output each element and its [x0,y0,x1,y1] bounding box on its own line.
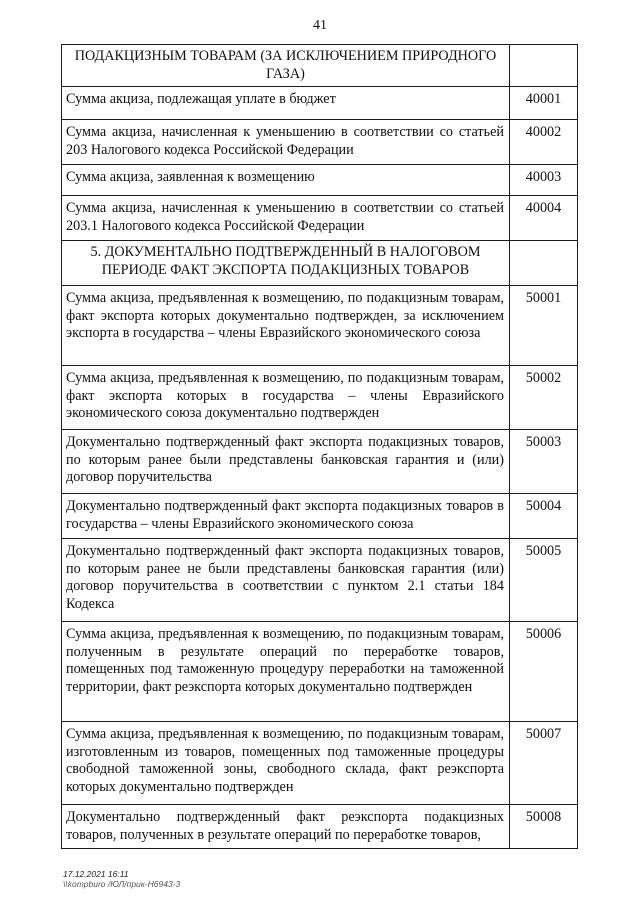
row-code: 40003 [510,165,578,196]
row-code: 50003 [510,430,578,494]
footer-stamp [63,869,180,889]
table-row [62,87,578,120]
row-description: Сумма акциза, заявленная к возмещению [62,165,510,196]
page-number: 41 [313,18,327,33]
row-description: Сумма акциза, предъявленная к возмещению, по подакцизным товарам, изготовленным из товаров, помещенных под таможенные процедуры свободной таможенной зоны, свободного склада, факт реэкспорта которых документально подтвержден [62,722,510,805]
codes-table [61,44,578,849]
section-title: ПОДАКЦИЗНЫМ ТОВАРАМ (ЗА ИСКЛЮЧЕНИЕМ ПРИРОДНОГО ГАЗА) [62,45,510,87]
row-description: Сумма акциза, начисленная к уменьшению в соответствии со статьей 203 Налогового кодекса Российской Федерации [62,120,510,165]
row-description: Сумма акциза, предъявленная к возмещению, по подакцизным товарам, факт экспорта которых в государства – члены Евразийского экономического союза документально подтвержден [62,366,510,430]
row-description: Документально подтвержденный факт реэкспорта подакцизных товаров, полученных в результате операций по переработке товаров, [62,805,510,849]
table-row [62,539,578,622]
table-row [62,286,578,366]
table-row [62,196,578,241]
table-row [62,165,578,196]
row-description: Сумма акциза, предъявленная к возмещению, по подакцизным товарам, факт экспорта которых документально подтвержден, за исключением экспорта в государства – члены Евразийского экономического союза [62,286,510,366]
row-description: Документально подтвержденный факт экспорта подакцизных товаров в государства – члены Евразийского экономического союза [62,494,510,539]
row-code: 50002 [510,366,578,430]
row-description: Документально подтвержденный факт экспорта подакцизных товаров, по которым ранее были представлены банковская гарантия и (или) договор поручительства [62,430,510,494]
section-title: 5. ДОКУМЕНТАЛЬНО ПОДТВЕРЖДЕННЫЙ В НАЛОГОВОМ ПЕРИОДЕ ФАКТ ЭКСПОРТА ПОДАКЦИЗНЫХ ТОВАРОВ [62,241,510,286]
row-description: Сумма акциза, начисленная к уменьшению в соответствии со статьей 203.1 Налогового кодекса Российской Федерации [62,196,510,241]
footer-doc-id: \\kompburo /ЮЛ/прик-Н6943-3 [63,879,181,889]
table-row [62,722,578,805]
table-row [62,366,578,430]
row-code: 50008 [510,805,578,849]
table-row [62,430,578,494]
row-code: 50006 [510,622,578,722]
row-description: Документально подтвержденный факт экспорта подакцизных товаров, по которым ранее не были представлены банковская гарантия (или) договор поручительства в соответствии с пунктом 2.1 статьи 184 Кодекса [62,539,510,622]
row-description: Сумма акциза, подлежащая уплате в бюджет [62,87,510,120]
row-code: 40002 [510,120,578,165]
section-header [62,45,578,87]
row-code: 50007 [510,722,578,805]
row-code: 50004 [510,494,578,539]
row-code: 50005 [510,539,578,622]
table-row [62,805,578,849]
table-row [62,494,578,539]
table-row [62,120,578,165]
table-row [62,622,578,722]
row-code: 50001 [510,286,578,366]
footer-timestamp: 17.12.2021 16:11 [63,869,129,879]
row-code: 40001 [510,87,578,120]
row-description: Сумма акциза, предъявленная к возмещению, по подакцизным товарам, полученным в результате операций по переработке товаров, помещенных под таможенную процедуру переработки на таможенной территории, факт реэкспорта которых документально подтвержден [62,622,510,722]
row-code: 40004 [510,196,578,241]
section-header [62,241,578,286]
